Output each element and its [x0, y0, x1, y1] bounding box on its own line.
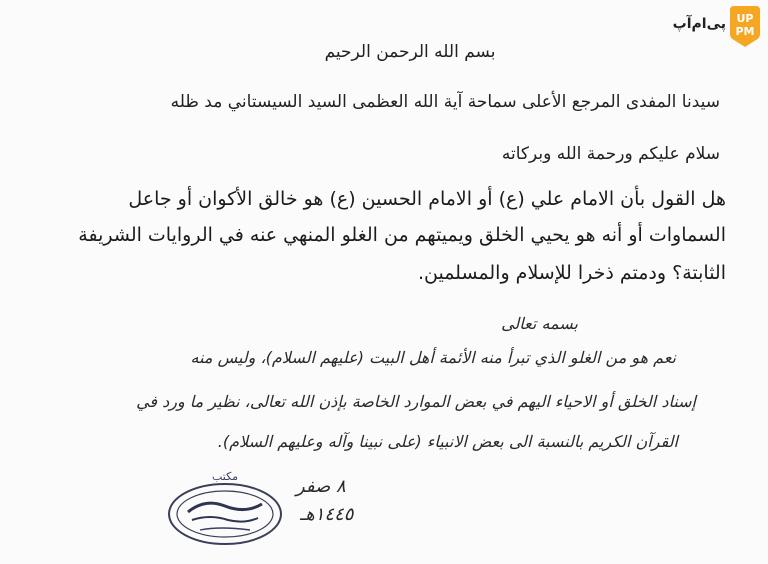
svg-text:PM: PM: [735, 25, 755, 38]
brand-logo-text: پی‌ام‌آپ: [672, 16, 726, 32]
question-line-2: السماوات أو أنه هو يحيي الخلق ويميتهم من الغلو المنهي عنه في الروايات الشريفة: [78, 224, 726, 246]
addressee-line: سيدنا المفدى المرجع الأعلى سماحة آية الله العظمى السيد السيستاني مد ظله: [170, 92, 720, 112]
question-line-3: الثابتة؟ ودمتم ذخرا للإسلام والمسلمين.: [417, 262, 726, 284]
brand-logo: [664, 4, 764, 48]
answer-date-day: ٨ صفر: [296, 476, 346, 497]
answer-line-1: نعم هو من الغلو الذي تبرأ منه الأئمة أهل البيت (عليهم السلام)، وليس منه: [190, 348, 676, 367]
answer-line-2: إسناد الخلق أو الاحياء اليهم في بعض الموارد الخاصة بإذن الله تعالى، نظير ما ورد في: [136, 392, 696, 411]
answer-line-3: القرآن الكريم بالنسبة الى بعض الانبياء (على نبينا وآله وعليهم السلام).: [217, 432, 678, 451]
answer-heading: بسمه تعالى: [501, 314, 578, 333]
svg-text:UP: UP: [736, 12, 754, 25]
basmala: بسم الله الرحمن الرحيم: [324, 42, 496, 62]
office-stamp-seal: [160, 468, 290, 548]
greeting-line: سلام عليكم ورحمة الله وبركاته: [501, 144, 720, 164]
answer-date-year: ١٤٤٥هـ: [300, 504, 354, 525]
question-line-1: هل القول بأن الامام علي (ع) أو الامام الحسين (ع) هو خالق الأكوان أو جاعل: [128, 188, 726, 210]
stamp-label: مكتب: [211, 470, 239, 483]
brand-badge-icon: [726, 4, 764, 48]
